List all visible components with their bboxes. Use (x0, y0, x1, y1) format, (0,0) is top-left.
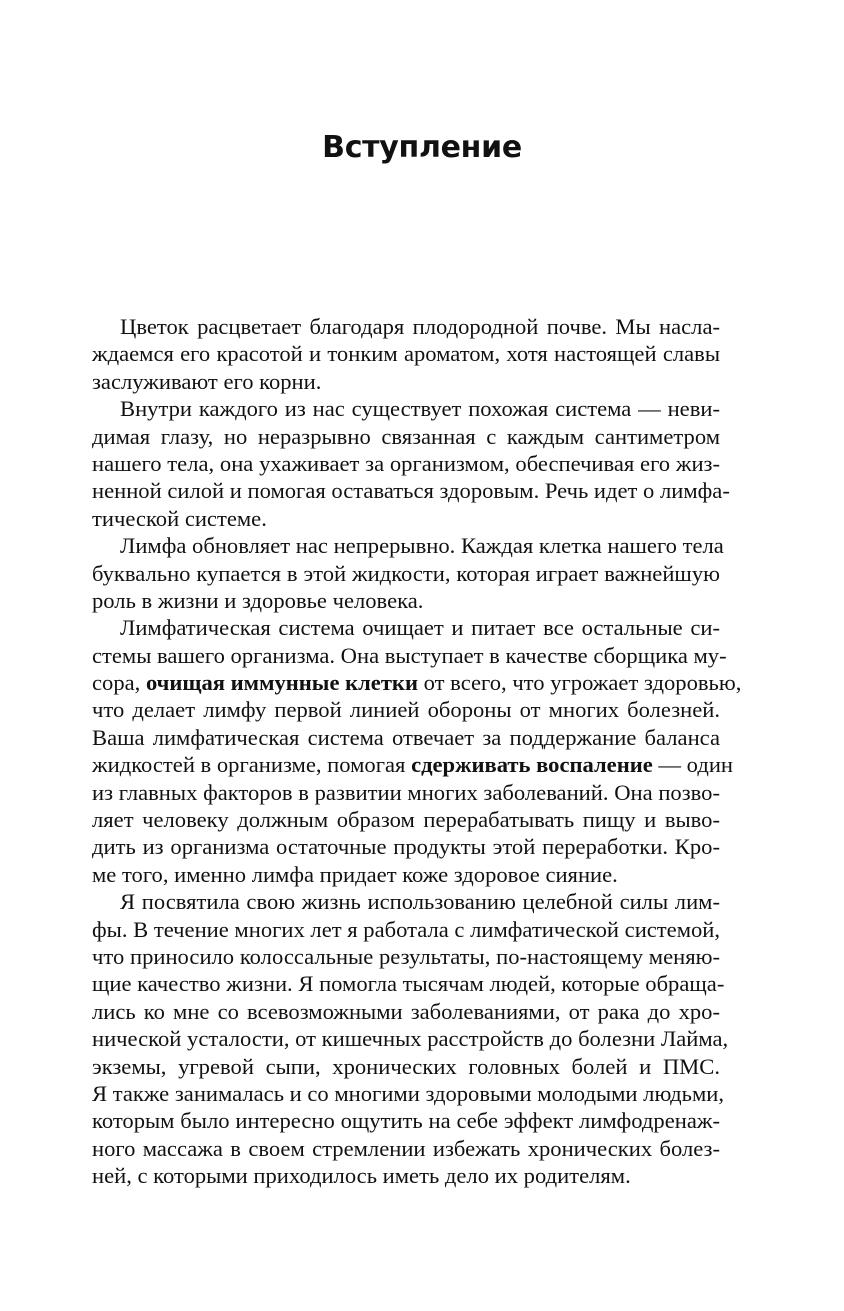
text-line: что приносило колоссальные результаты, по-настоящему меняю- (92, 943, 720, 969)
text-line: дить из организма остаточные продукты этой переработки. Кро- (92, 834, 720, 860)
emphasis: сдерживать воспаление (411, 752, 653, 778)
text-line: что делает лимфу первой линией обороны от многих болезней. (92, 697, 720, 723)
paragraph (92, 888, 729, 1189)
text-line: ного массажа в своем стремлении избежать хронических болез- (92, 1135, 720, 1161)
text-line: Цветок расцветает благодаря плодородной почве. Мы насла- (120, 314, 720, 339)
text-line: ней, с которыми приходилось иметь дело их родителям. (92, 1163, 631, 1189)
paragraph (92, 532, 724, 614)
text-line: ненной силой и помогая оставаться здоровым. Речь идет о лимфа- (92, 478, 730, 504)
text-line: нашего тела, она ухаживает за организмом, обеспечивая его жиз- (92, 450, 720, 476)
text-line: экземы, угревой сыпи, хронических головных болей и ПМС. (92, 1053, 720, 1079)
text-line: из главных факторов в развитии многих заболеваний. Она позво- (92, 779, 720, 805)
paragraph (92, 614, 742, 888)
text-line: которым было интересно ощутить на себе эффект лимфодренаж- (92, 1108, 720, 1134)
text-line: Лимфа обновляет нас непрерывно. Каждая клетка нашего тела (120, 533, 724, 559)
text-line: щие качество жизни. Я помогла тысячам людей, которые обраща- (92, 971, 725, 997)
text-line: Я также занималась и со многими здоровыми молодыми людьми, (92, 1080, 725, 1106)
text-line: димая глазу, но неразрывно связанная с каждым сантиметром (92, 423, 720, 449)
text-line: тической системе. (92, 505, 267, 531)
text-line: Внутри каждого из нас существует похожая система — неви- (120, 396, 720, 422)
text-line: Ваша лимфатическая система отвечает за поддержание баланса (92, 724, 720, 750)
text-line: Я посвятила свою жизнь использованию целебной силы лим- (120, 889, 720, 915)
text-line: Лимфатическая система очищает и питает все остальные си- (120, 615, 720, 641)
body-text (92, 313, 742, 1190)
emphasis: очищая иммунные клетки (145, 670, 418, 696)
paragraph (92, 313, 720, 395)
text-line: лись ко мне со всевозможными заболеваниями, от рака до хро- (92, 998, 720, 1024)
text-line: роль в жизни и здоровье человека. (92, 587, 424, 613)
text-line: ждаемся его красотой и тонким ароматом, хотя настоящей славы (92, 341, 720, 367)
text-line: ляет человеку должным образом перерабатывать пищу и выво- (92, 807, 720, 833)
text-line: заслуживают его корни. (92, 368, 322, 394)
text-line: ме того, именно лимфа придает коже здоровое сияние. (92, 861, 618, 887)
paragraph (92, 395, 730, 532)
text-line: сора, очищая иммунные клетки от всего, что угрожает здоровью, (92, 670, 742, 696)
text-line: жидкостей в организме, помогая сдерживать воспаление — один (92, 752, 733, 778)
text-line: буквально купается в этой жидкости, которая играет важнейшую (92, 560, 720, 586)
text-line: стемы вашего организма. Она выступает в качестве сборщика му- (92, 642, 727, 668)
text-line: фы. В течение многих лет я работала с лимфатической системой, (92, 916, 721, 942)
chapter-title: Вступление (322, 130, 522, 165)
text-line: нической усталости, от кишечных расстройств до болезни Лайма, (92, 1026, 729, 1052)
